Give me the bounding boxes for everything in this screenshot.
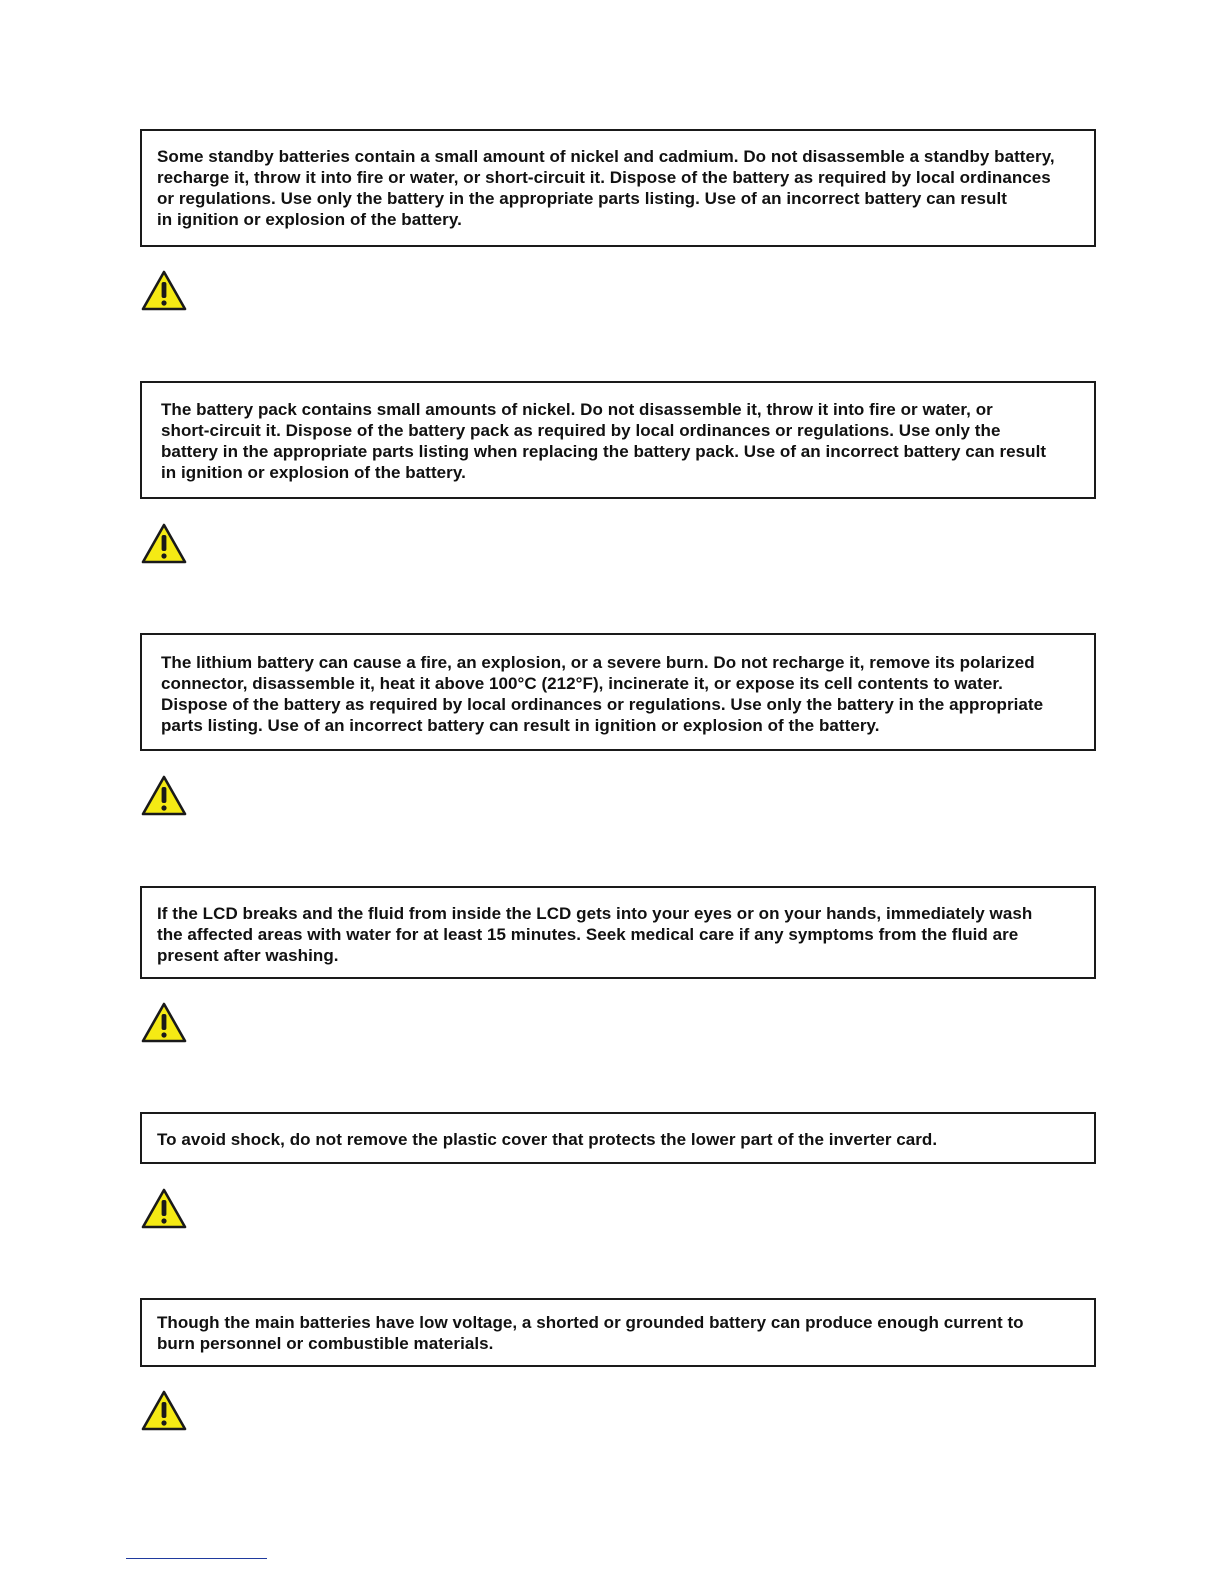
notice-box-lcd-fluid (140, 886, 1096, 979)
notice-box-standby-battery (140, 129, 1096, 247)
warning-triangle-icon (141, 522, 187, 564)
notice-text: To avoid shock, do not remove the plastic cover that protects the lower part of the inverter card. (157, 1130, 938, 1149)
warning-triangle-icon (141, 1389, 187, 1431)
notice-box-main-battery-current (140, 1298, 1096, 1367)
warning-triangle-icon (141, 269, 187, 311)
warning-triangle-icon (141, 1001, 187, 1043)
notice-text: The lithium battery can cause a fire, an explosion, or a severe burn. Do not recharge it, remove its polarized connector, disassemble it, heat it above 100°C (212°F), incinerate it, or expose its cell contents to water. Dispose of the battery as required by local ordinances or regulations. Use only the battery in the appropriate parts listing. Use of an incorrect battery can result in ignition or explosion of the battery. (161, 653, 1044, 735)
notice-box-lithium-battery (140, 633, 1096, 751)
notice-text: The battery pack contains small amounts of nickel. Do not disassemble it, throw it into fire or water, or short-circuit it. Dispose of the battery pack as required by local ordinances or regulations. Use only the battery in the appropriate parts listing when replacing the battery pack. Use of an incorrect battery can result in ignition or explosion of the battery. (161, 400, 1047, 482)
notice-box-battery-pack-nickel (140, 381, 1096, 499)
warning-triangle-icon (141, 1187, 187, 1229)
notice-box-inverter-shock (140, 1112, 1096, 1164)
warning-triangle-icon (141, 774, 187, 816)
notice-text: Though the main batteries have low voltage, a shorted or grounded battery can produce enough current to burn personnel or combustible materials. (157, 1313, 1024, 1353)
notice-text: If the LCD breaks and the fluid from inside the LCD gets into your eyes or on your hands, immediately wash the affected areas with water for at least 15 minutes. Seek medical care if any symptoms from the fluid are present after washing. (157, 904, 1033, 965)
notice-text: Some standby batteries contain a small amount of nickel and cadmium. Do not disassemble a standby battery, recharge it, throw it into fire or water, or short-circuit it. Dispose of the battery as required by local ordinances or regulations. Use only the battery in the appropriate parts listing. Use of an incorrect battery can result in ignition or explosion of the battery. (157, 147, 1055, 229)
footer-divider (126, 1558, 267, 1559)
